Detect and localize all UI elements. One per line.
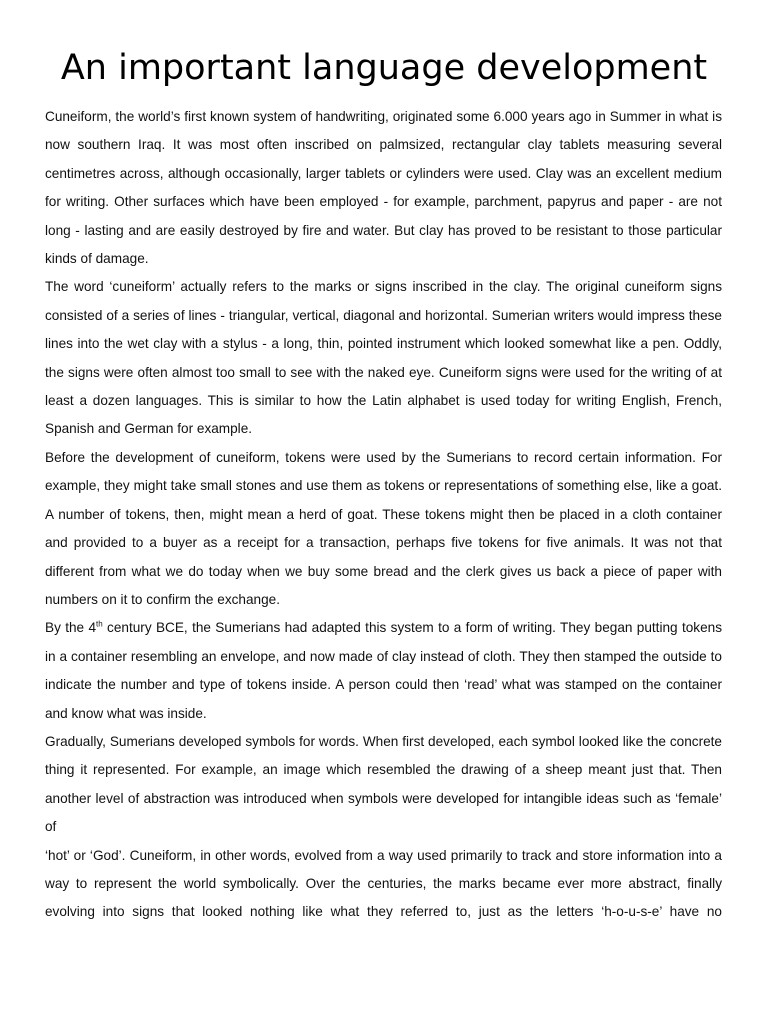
- paragraph-1: Cuneiform, the world’s first known system of handwriting, originated some 6.000 years ago in Summer in what is now southern Iraq. It was most often inscribed on palmsized, rectangular clay tablets measuring several centimetres across, although occasionally, larger tablets or cylinders were used. Clay was an excellent medium for writing. Other surfaces which have been employed - for example, parchment, papyrus and paper - are not long - lasting and are easily destroyed by fire and water. But clay has proved to be resistant to those particular kinds of damage.: [45, 109, 722, 267]
- paragraph-6: ‘hot’ or ‘God’. Cuneiform, in other words, evolved from a way used primarily to track and store information into a way to represent the world symbolically. Over the centuries, the marks became ever more abstract, finally evolving into signs that looked nothing like what they referred to, just as the letters ‘h-o-u-s-e’ have no: [45, 847, 722, 920]
- paragraph-4-rest: century BCE, the Sumerians had adapted this system to a form of writing. They began putting tokens in a container resembling an envelope, and now made of clay instead of cloth. They then stamped the outside to indicate the number and type of tokens inside. A person could then ‘read’ what was stamped on the container and know what was inside.: [45, 620, 723, 721]
- paragraph-2: The word ‘cuneiform’ actually refers to the marks or signs inscribed in the clay. The original cuneiform signs consisted of a series of lines - triangular, vertical, diagonal and horizontal. Sumerian writers would impress these lines into the wet clay with a stylus - a long, thin, pointed instrument which looked somewhat like a pen. Oddly, the signs were often almost too small to see with the naked eye. Cuneiform signs were used for the writing of at least a dozen languages. This is similar to how the Latin alphabet is used today for writing English, French, Spanish and German for example.: [45, 279, 722, 437]
- paragraph-5: Gradually, Sumerians developed symbols for words. When first developed, each symbol looked like the concrete thing it represented. For example, an image which resembled the drawing of a sheep meant just that. Then another level of abstraction was introduced when symbols were developed for intangible ideas such as ‘female’ of: [45, 733, 722, 835]
- document-body: [45, 103, 722, 927]
- paragraph-4-start: By the 4: [45, 620, 97, 636]
- paragraph-4: [45, 614, 722, 728]
- paragraph-3: Before the development of cuneiform, tokens were used by the Sumerians to record certain information. For example, they might take small stones and use them as tokens or representations of something else, like a goat. A number of tokens, then, might mean a herd of goat. These tokens might then be placed in a cloth container and provided to a buyer as a receipt for a transaction, perhaps five tokens for five animals. It was not that different from what we do today when we buy some bread and the clerk gives us back a piece of paper with numbers on it to confirm the exchange.: [45, 449, 722, 607]
- ordinal-superscript: th: [96, 619, 103, 629]
- document-title: An important language development: [60, 48, 708, 88]
